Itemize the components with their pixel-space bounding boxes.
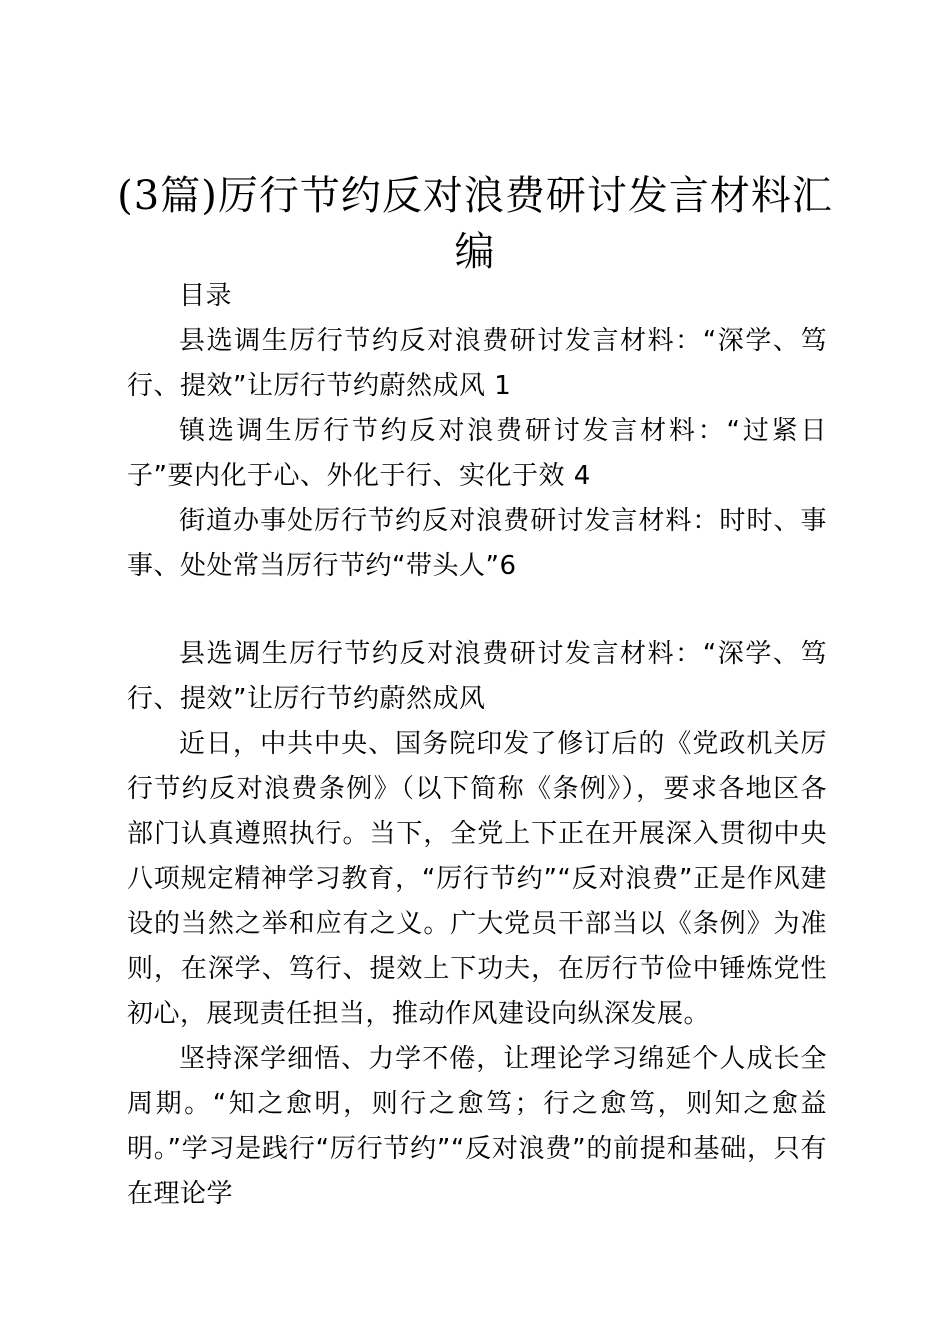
section-heading: 县选调生厉行节约反对浪费研讨发言材料：“深学、笃行、提效”让厉行节约蔚然成风 xyxy=(127,639,827,714)
toc-item[interactable]: 镇选调生厉行节约反对浪费研讨发言材料：“过紧日子”要内化于心、外化于行、实化于效 4 xyxy=(127,416,827,491)
toc-heading: 目录 xyxy=(179,281,233,311)
table-of-contents xyxy=(127,274,827,589)
document-title: (3篇)厉行节约反对浪费研讨发言材料汇编 xyxy=(117,173,833,275)
toc-item[interactable]: 县选调生厉行节约反对浪费研讨发言材料：“深学、笃行、提效”让厉行节约蔚然成风 1 xyxy=(127,326,827,401)
toc-item[interactable]: 街道办事处厉行节约反对浪费研讨发言材料：时时、事事、处处常当厉行节约“带头人”6 xyxy=(127,506,827,581)
body-paragraph: 近日，中共中央、国务院印发了修订后的《党政机关厉行节约反对浪费条例》（以下简称《条例》），要求各地区各部门认真遵照执行。当下，全党上下正在开展深入贯彻中央八项规定精神学习教育，“厉行节约”“反对浪费”正是作风建设的当然之举和应有之义。广大党员干部当以《条例》为准则，在深学、笃行、提效上下功夫，在厉行节俭中锤炼党性初心，展现责任担当，推动作风建设向纵深发展。 xyxy=(127,729,827,1029)
body-paragraph: 坚持深学细悟、力学不倦，让理论学习绵延个人成长全周期。“知之愈明，则行之愈笃；行之愈笃，则知之愈益明。”学习是践行“厉行节约”“反对浪费”的前提和基础，只有在理论学 xyxy=(127,1044,827,1209)
section-body xyxy=(127,632,827,1217)
